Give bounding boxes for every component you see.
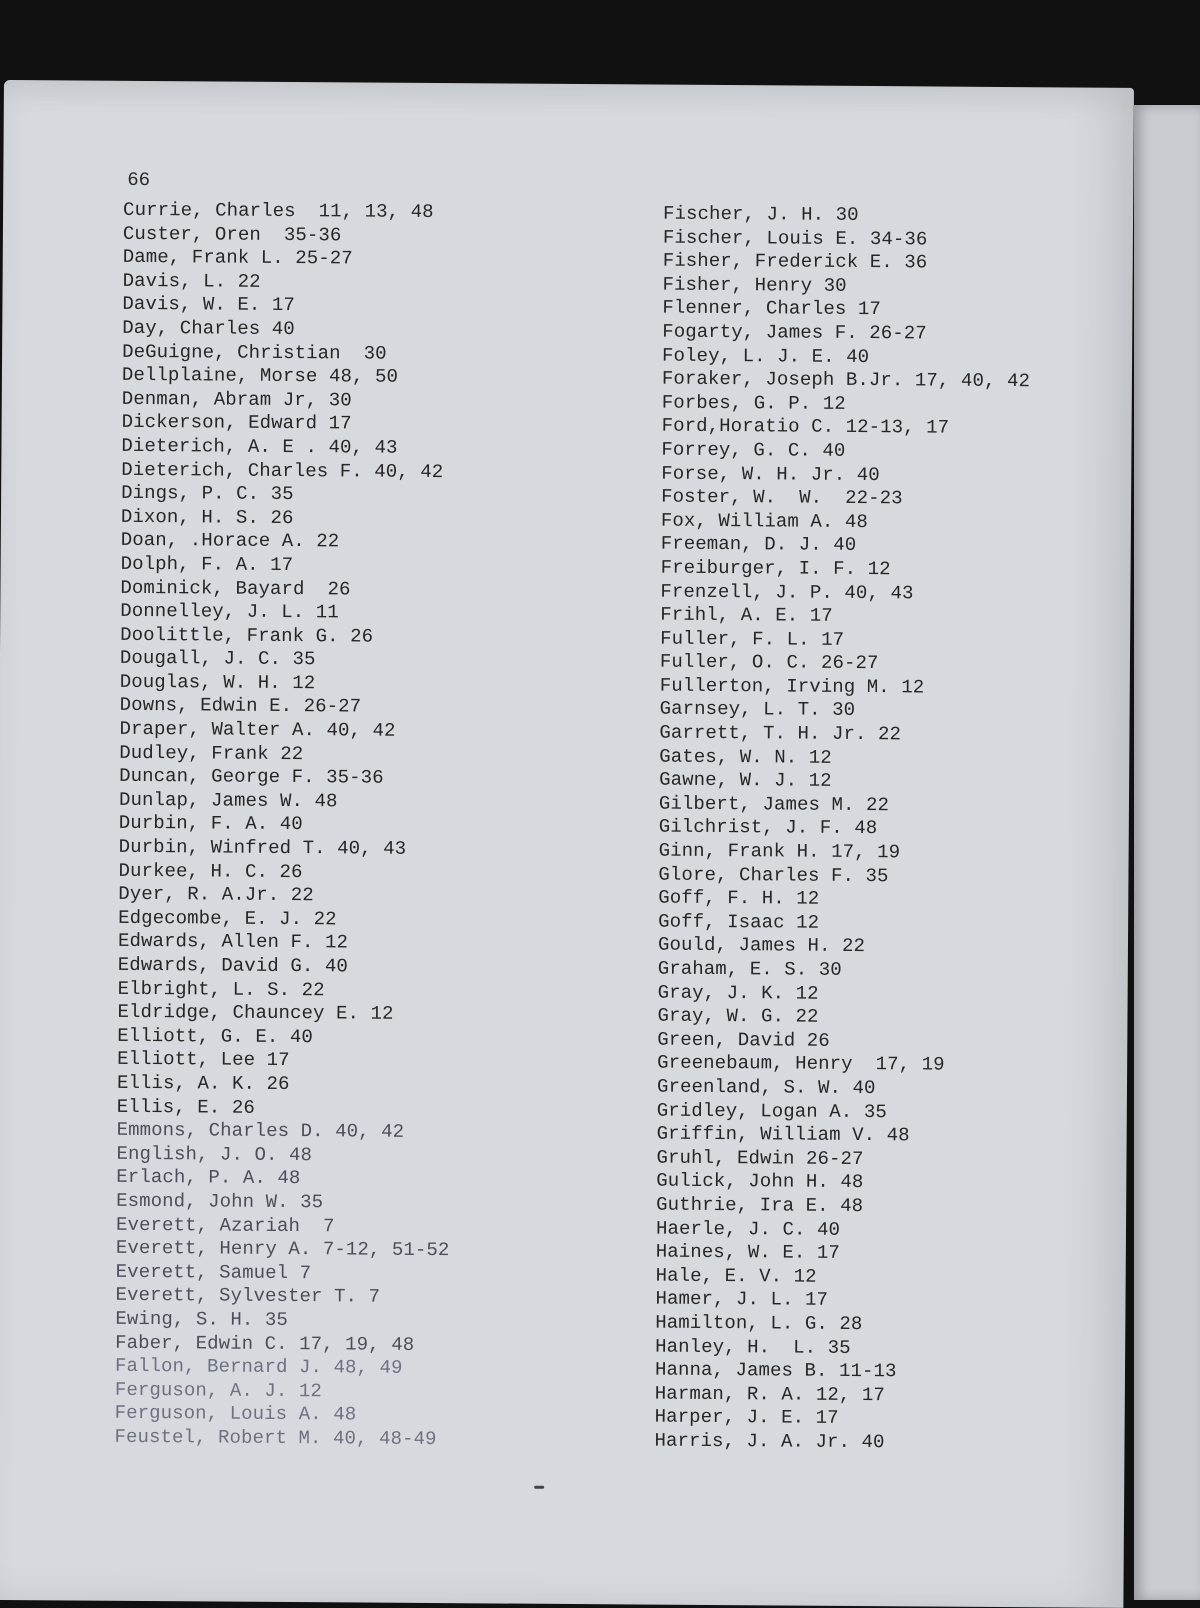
index-entry: Ellis, E. 26 bbox=[116, 1095, 255, 1119]
index-entry: Dixon, H. S. 26 bbox=[120, 505, 294, 529]
index-entry: Dame, Frank L. 25-27 bbox=[122, 246, 353, 270]
index-entry: Goff, Isaac 12 bbox=[658, 910, 820, 934]
index-entry: Fischer, J. H. 30 bbox=[663, 202, 859, 226]
index-entry: Gould, James H. 22 bbox=[657, 933, 866, 958]
facing-page-edge bbox=[1134, 105, 1200, 1600]
index-entry: Esmond, John W. 35 bbox=[116, 1189, 324, 1214]
index-entry: Edwards, David G. 40 bbox=[117, 953, 348, 978]
page-mark bbox=[534, 1486, 544, 1489]
index-entry: Downs, Edwin E. 26-27 bbox=[119, 694, 362, 718]
index-entry: Fischer, Louis E. 34-36 bbox=[662, 226, 928, 251]
index-entry: Erlach, P. A. 48 bbox=[116, 1166, 301, 1190]
index-entry: Gray, J. K. 12 bbox=[657, 981, 819, 1005]
index-entry: Ginn, Frank H. 17, 19 bbox=[658, 839, 901, 864]
index-entry: Green, David 26 bbox=[657, 1028, 830, 1052]
index-entry: Goff, F. H. 12 bbox=[658, 886, 820, 910]
index-entry: Everett, Samuel 7 bbox=[115, 1260, 312, 1284]
index-entry: Donnelley, J. L. 11 bbox=[120, 599, 339, 624]
index-entry: Hanna, James B. 11-13 bbox=[654, 1358, 897, 1383]
index-entry: Douglas, W. H. 12 bbox=[119, 670, 316, 695]
index-entry: Gulick, John H. 48 bbox=[656, 1169, 864, 1194]
index-entry: Elbright, L. S. 22 bbox=[117, 977, 325, 1001]
index-entry: Greenland, S. W. 40 bbox=[656, 1075, 876, 1100]
index-entry: Everett, Azariah 7 bbox=[115, 1213, 335, 1237]
index-entry: Garnsey, L. T. 30 bbox=[659, 698, 856, 722]
index-entry: Harris, J. A. Jr. 40 bbox=[654, 1429, 885, 1454]
index-entry: Fisher, Henry 30 bbox=[662, 273, 847, 297]
index-entry: Hamilton, L. G. 28 bbox=[655, 1311, 863, 1335]
index-entry: Fox, William A. 48 bbox=[660, 509, 869, 533]
index-entry: Doolittle, Frank G. 26 bbox=[120, 623, 374, 648]
index-entry: Dellplaine, Morse 48, 50 bbox=[121, 363, 399, 388]
index-entry: Dyer, R. A.Jr. 22 bbox=[118, 883, 314, 907]
index-column-left bbox=[114, 199, 456, 1452]
index-entry: Gridley, Logan A. 35 bbox=[656, 1099, 887, 1123]
index-entry: Frenzell, J. P. 40, 43 bbox=[660, 580, 914, 604]
index-entry: Durbin, Winfred T. 40, 43 bbox=[118, 835, 407, 860]
index-entry: Freiburger, I. F. 12 bbox=[660, 556, 891, 581]
index-entry: Fuller, O. C. 26-27 bbox=[659, 650, 879, 675]
index-entry: Dieterich, A. E . 40, 43 bbox=[121, 434, 398, 459]
index-entry: Foster, W. W. 22-23 bbox=[661, 485, 903, 510]
index-entry: Harman, R. A. 12, 17 bbox=[654, 1382, 885, 1406]
index-entry: Fogarty, James F. 26-27 bbox=[662, 320, 927, 345]
index-entry: Edwards, Allen F. 12 bbox=[117, 930, 349, 954]
index-entry: Gray, W. G. 22 bbox=[657, 1004, 819, 1028]
book-page bbox=[0, 80, 1134, 1608]
index-entry: Frihl, A. E. 17 bbox=[660, 603, 833, 627]
index-entry: Edgecombe, E. J. 22 bbox=[118, 906, 337, 931]
index-entry: Fuller, F. L. 17 bbox=[660, 627, 845, 651]
index-entry: Flenner, Charles 17 bbox=[662, 296, 882, 321]
index-entry: Guthrie, Ira E. 48 bbox=[656, 1193, 864, 1217]
index-column-right bbox=[654, 203, 1031, 1456]
index-entry: Foley, L. J. E. 40 bbox=[662, 344, 870, 368]
index-entry: Ellis, A. K. 26 bbox=[116, 1071, 290, 1095]
index-entry: Fallon, Bernard J. 48, 49 bbox=[114, 1354, 403, 1379]
index-entry: Forrey, G. C. 40 bbox=[661, 438, 846, 462]
index-entry: Gilbert, James M. 22 bbox=[658, 792, 890, 817]
index-entry: Gruhl, Edwin 26-27 bbox=[656, 1146, 864, 1170]
index-entry: Greenebaum, Henry 17, 19 bbox=[657, 1051, 945, 1076]
index-entry: Ferguson, Louis A. 48 bbox=[114, 1402, 357, 1426]
index-entry: Doan, .Horace A. 22 bbox=[120, 529, 340, 553]
index-entry: Durkee, H. C. 26 bbox=[118, 859, 303, 883]
index-entry: Dominick, Bayard 26 bbox=[120, 576, 351, 600]
index-entry: Hale, E. V. 12 bbox=[655, 1264, 817, 1288]
index-entry: Graham, E. S. 30 bbox=[657, 957, 842, 981]
index-entry: Feustel, Robert M. 40, 48-49 bbox=[114, 1425, 437, 1450]
index-entry: Dieterich, Charles F. 40, 42 bbox=[121, 458, 444, 483]
index-entry: Dunlap, James W. 48 bbox=[118, 788, 338, 813]
index-entry: Foraker, Joseph B.Jr. 17, 40, 42 bbox=[661, 367, 1031, 393]
index-entry: Freeman, D. J. 40 bbox=[660, 532, 857, 557]
index-entry: Hamer, J. L. 17 bbox=[655, 1287, 829, 1312]
index-entry: Harper, J. E. 17 bbox=[654, 1405, 839, 1430]
index-entry: Emmons, Charles D. 40, 42 bbox=[116, 1118, 405, 1143]
index-entry: Haerle, J. C. 40 bbox=[655, 1217, 841, 1241]
index-entry: Davis, W. E. 17 bbox=[122, 293, 296, 317]
index-entry: Eldridge, Chauncey E. 12 bbox=[117, 1001, 394, 1025]
page-number: 66 bbox=[127, 168, 151, 192]
index-entry: Dougall, J. C. 35 bbox=[119, 647, 316, 671]
index-entry: Glore, Charles F. 35 bbox=[658, 863, 889, 887]
index-entry: Elliott, G. E. 40 bbox=[117, 1024, 313, 1048]
index-entry: Davis, L. 22 bbox=[122, 269, 261, 293]
index-entry: Haines, W. E. 17 bbox=[655, 1240, 840, 1264]
index-entry: Hanley, H. L. 35 bbox=[655, 1335, 851, 1359]
index-entry: Forse, W. H. Jr. 40 bbox=[661, 462, 880, 486]
index-entry: Ford,Horatio C. 12-13, 17 bbox=[661, 414, 950, 439]
index-entry: Dings, P. C. 35 bbox=[121, 481, 294, 506]
index-entry: Gawne, W. J. 12 bbox=[659, 768, 832, 793]
index-entry: Custer, Oren 35-36 bbox=[122, 222, 342, 246]
index-entry: Ewing, S. H. 35 bbox=[115, 1307, 288, 1331]
index-entry: Elliott, Lee 17 bbox=[117, 1048, 290, 1072]
index-entry: Everett, Sylvester T. 7 bbox=[115, 1284, 381, 1308]
index-entry: Draper, Walter A. 40, 42 bbox=[119, 717, 396, 742]
index-entry: Garrett, T. H. Jr. 22 bbox=[659, 721, 902, 746]
index-entry: Dickerson, Edward 17 bbox=[121, 411, 352, 435]
index-entry: Gilchrist, J. F. 48 bbox=[658, 816, 878, 840]
index-entry: Dudley, Frank 22 bbox=[119, 741, 304, 765]
index-entry: Fisher, Frederick E. 36 bbox=[662, 249, 928, 274]
index-entry: Forbes, G. P. 12 bbox=[661, 391, 846, 415]
index-entry: Durbin, F. A. 40 bbox=[118, 812, 303, 836]
index-entry: Gates, W. N. 12 bbox=[659, 745, 832, 769]
index-entry: Faber, Edwin C. 17, 19, 48 bbox=[115, 1331, 415, 1356]
index-entry: Griffin, William V. 48 bbox=[656, 1122, 910, 1147]
index-entry: Currie, Charles 11, 13, 48 bbox=[123, 198, 434, 224]
index-entry: DeGuigne, Christian 30 bbox=[122, 340, 387, 365]
index-entry: Duncan, George F. 35-36 bbox=[119, 765, 384, 789]
index-entry: Dolph, F. A. 17 bbox=[120, 552, 294, 576]
index-entry: Everett, Henry A. 7-12, 51-52 bbox=[115, 1236, 450, 1262]
index-entry: English, J. O. 48 bbox=[116, 1142, 313, 1166]
index-entry: Fullerton, Irving M. 12 bbox=[659, 674, 925, 699]
index-entry: Day, Charles 40 bbox=[122, 316, 295, 341]
index-entry: Ferguson, A. J. 12 bbox=[114, 1378, 322, 1402]
index-entry: Denman, Abram Jr, 30 bbox=[121, 387, 352, 412]
